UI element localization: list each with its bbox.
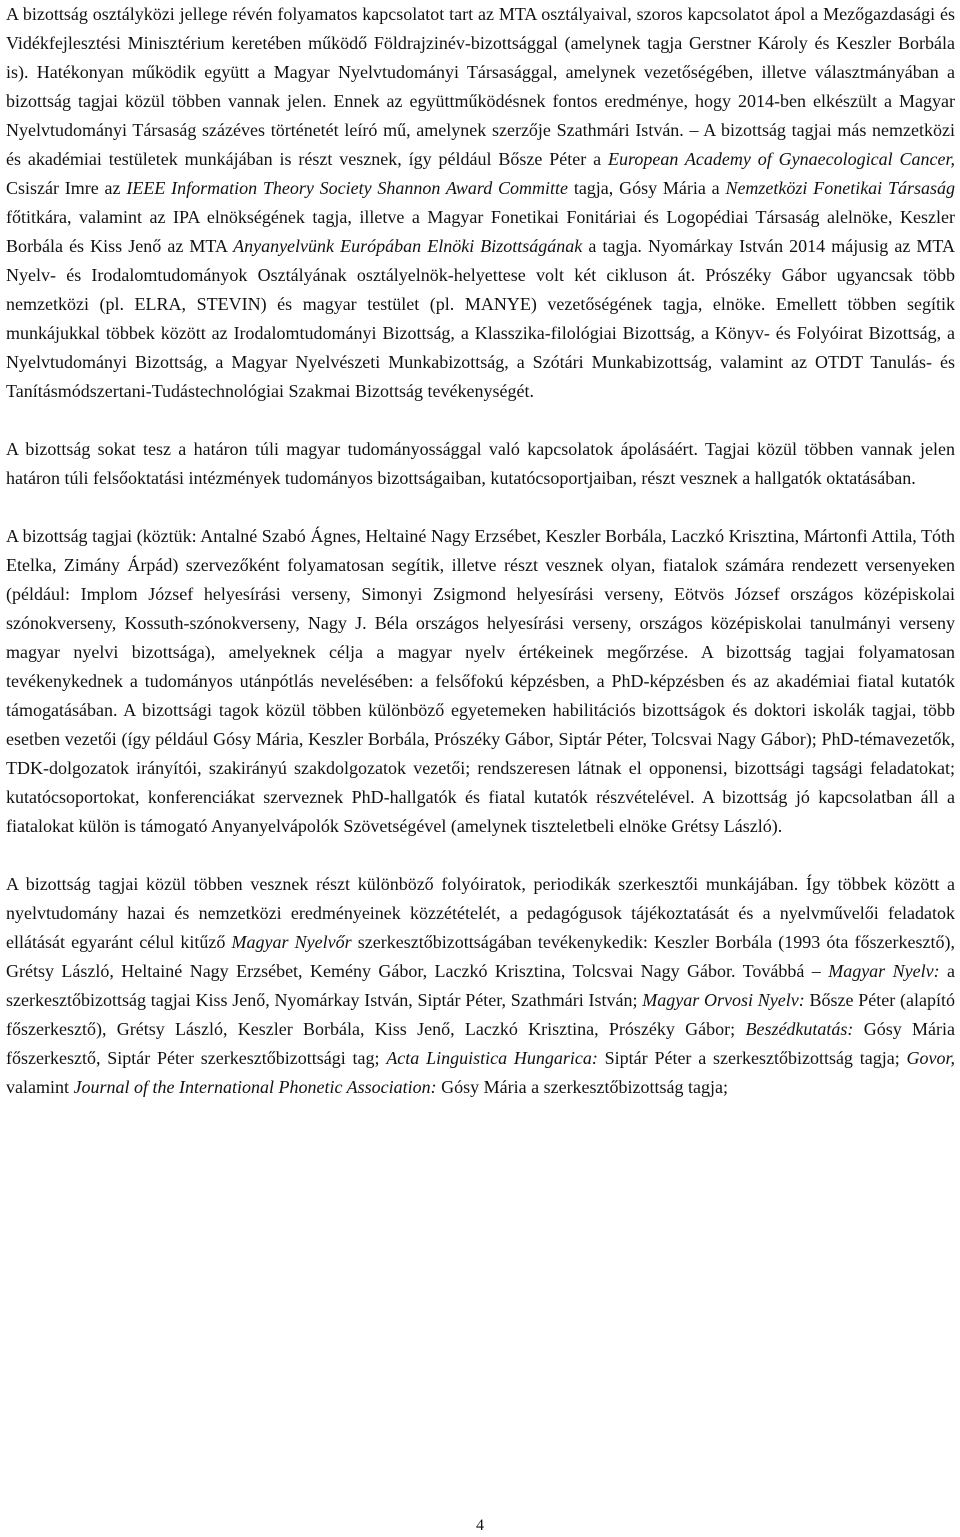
text-segment: a szerkesztőbizottság tagjai Kiss Jenő, Nyomárkay István, Siptár Péter, Szathmári István; [6,961,955,1010]
paragraph-committee-relations [6,0,955,406]
italic-title-segment: Govor, [906,1048,955,1068]
text-segment: A bizottság tagjai (köztük: Antalné Szabó Ágnes, Heltainé Nagy Erzsébet, Keszler Borbála, Laczkó Krisztina, Mártonfi Attila, Tóth Etelka, Zimány Árpád) szervezőként folyamatosan segítik, illetve részt vesznek olyan, fiatalok számára rendezett versenyeken (például: Implom József helyesírási verseny, Simonyi Zsigmond helyesírási verseny, Eötvös József országos középiskolai szónokverseny, Kossuth-szónokverseny, Nagy J. Béla országos helyesírási verseny, országos középiskolai tanulmányi verseny magyar nyelvi bizottsága), amelyeknek célja a magyar nyelv értékeinek megőrzése. A bizottság tagjai folyamatosan tevékenykednek a tudományos utánpótlás nevelésében: a felsőfokú képzésben, a PhD-képzésben és az akadémiai fiatal kutatók támogatásában. A bizottsági tagok közül többen különböző egyetemeken habilitációs bizottságok és doktori iskolák tagjai, több esetben vezetői (így például Gósy Mária, Keszler Borbála, Prószéky Gábor, Siptár Péter, Tolcsvai Nagy Gábor); PhD-témavezetők, TDK-dolgozatok irányítói, szakirányú szakdolgozatok vezetői; rendszeresen látnak el opponensi, bizottsági tagsági feladatokat; kutatócsoportokat, konferenciákat szerveznek PhD-hallgatók és fiatal kutatók részvételével. A bizottság jó kapcsolatban áll a fiatalokat külön is támogató Anyanyelvápolók Szövetségével (amelynek tiszteletbeli elnöke Grétsy László). [6,526,955,836]
text-segment: Bősze Péter (alapító főszerkesztő), Grétsy László, Keszler Borbála, Kiss Jenő, Laczkó Krisztina, Prószéky Gábor; [6,990,955,1039]
text-segment: Csiszár Imre az [6,178,127,198]
italic-title-segment: Anyanyelvünk Európában Elnöki Bizottságának [233,236,583,256]
italic-title-segment: IEEE Information Theory Society Shannon Award Committe [126,178,569,198]
text-segment: a tagja. Nyomárkay István 2014 májusig az MTA Nyelv- és Irodalomtudományok Osztályának osztályelnök-helyettese volt két cikluson át. Prószéky Gábor ugyancsak több nemzetközi (pl. ELRA, STEVIN) és magyar testület (pl. MANYE) vezetőségének tagja, elnöke. Emellett többen segítik munkájukkal többek között az Irodalomtudományi Bizottság, a Klasszika-filológiai Bizottság, a Könyv- és Folyóirat Bizottság, a Nyelvtudományi Bizottság, a Magyar Nyelvészeti Munkabizottság, a Szótári Munkabizottság, valamint az OTDT Tanulás- és Tanításmódszertani-Tudástechnológiai Szakmai Bizottság tevékenységét. [6,236,955,401]
text-segment: Siptár Péter a szerkesztőbizottság tagja; [597,1048,907,1068]
italic-title-segment: Beszédkutatás: [745,1019,854,1039]
paragraph-youth-competitions [6,522,955,841]
paragraph-cross-border [6,435,955,493]
document-page [6,0,955,1102]
text-segment: valamint [6,1077,74,1097]
paragraph-editorial-work [6,870,955,1102]
italic-title-segment: Acta Linguistica Hungarica: [386,1048,598,1068]
text-segment: főtitkára, valamint az IPA elnökségének tagja, illetve a Magyar Fonetikai Fonitáriai és Logopédiai Társaság alelnöke, Keszler Borbála és Kiss Jenő az MTA [6,207,955,256]
italic-title-segment: European Academy of Gynaecological Cancer, [608,149,955,169]
italic-title-segment: Nemzetközi Fonetikai Társaság [725,178,956,198]
text-segment: Gósy Mária a szerkesztőbizottság tagja; [436,1077,729,1097]
text-segment: tagja, Gósy Mária a [568,178,726,198]
italic-title-segment: Magyar Orvosi Nyelv: [642,990,805,1010]
italic-title-segment: Magyar Nyelvőr [231,932,352,952]
italic-title-segment: Journal of the International Phonetic Association: [73,1077,437,1097]
text-segment: szerkesztőbizottságában tevékenykedik: Keszler Borbála (1993 óta főszerkesztő), Grétsy László, Heltainé Nagy Erzsébet, Kemény Gábor, Laczkó Krisztina, Tolcsvai Nagy Gábor. Továbbá – [6,932,955,981]
text-segment: Gósy Mária főszerkesztő, Siptár Péter szerkesztőbizottsági tag; [6,1019,955,1068]
text-segment: A bizottság tagjai közül többen vesznek részt különböző folyóiratok, periodikák szerkesztői munkájában. Így többek között a nyelvtudomány hazai és nemzetközi eredményeinek közzétételét, a pedagógusok tájékoztatását és a nyelvművelői feladatok ellátását egyaránt célul kitűző [6,874,955,952]
italic-title-segment: Magyar Nyelv: [828,961,940,981]
page-number: 4 [476,1517,484,1534]
text-segment: A bizottság sokat tesz a határon túli magyar tudományossággal való kapcsolatok ápolásáért. Tagjai közül többen vannak jelen határon túli felsőoktatási intézmények tudományos bizottságaiban, kutatócsoportjaiban, részt vesznek a hallgatók oktatásában. [6,439,955,488]
text-segment: A bizottság osztályközi jellege révén folyamatos kapcsolatot tart az MTA osztályaival, szoros kapcsolatot ápol a Mezőgazdasági és Vidékfejlesztési Minisztérium keretében működő Földrajzinév-bizottsággal (amelynek tagja Gerstner Károly és Keszler Borbála is). Hatékonyan működik együtt a Magyar Nyelvtudományi Társasággal, amelynek vezetőségében, illetve választmányában a bizottság tagjai közül többen vannak jelen. Ennek az együttműködésnek fontos eredménye, hogy 2014-ben elkészült a Magyar Nyelvtudományi Társaság százéves történetét leíró mű, amelynek szerzője Szathmári István. – A bizottság tagjai más nemzetközi és akadémiai testületek munkájában is részt vesznek, így például Bősze Péter a [6,4,955,169]
